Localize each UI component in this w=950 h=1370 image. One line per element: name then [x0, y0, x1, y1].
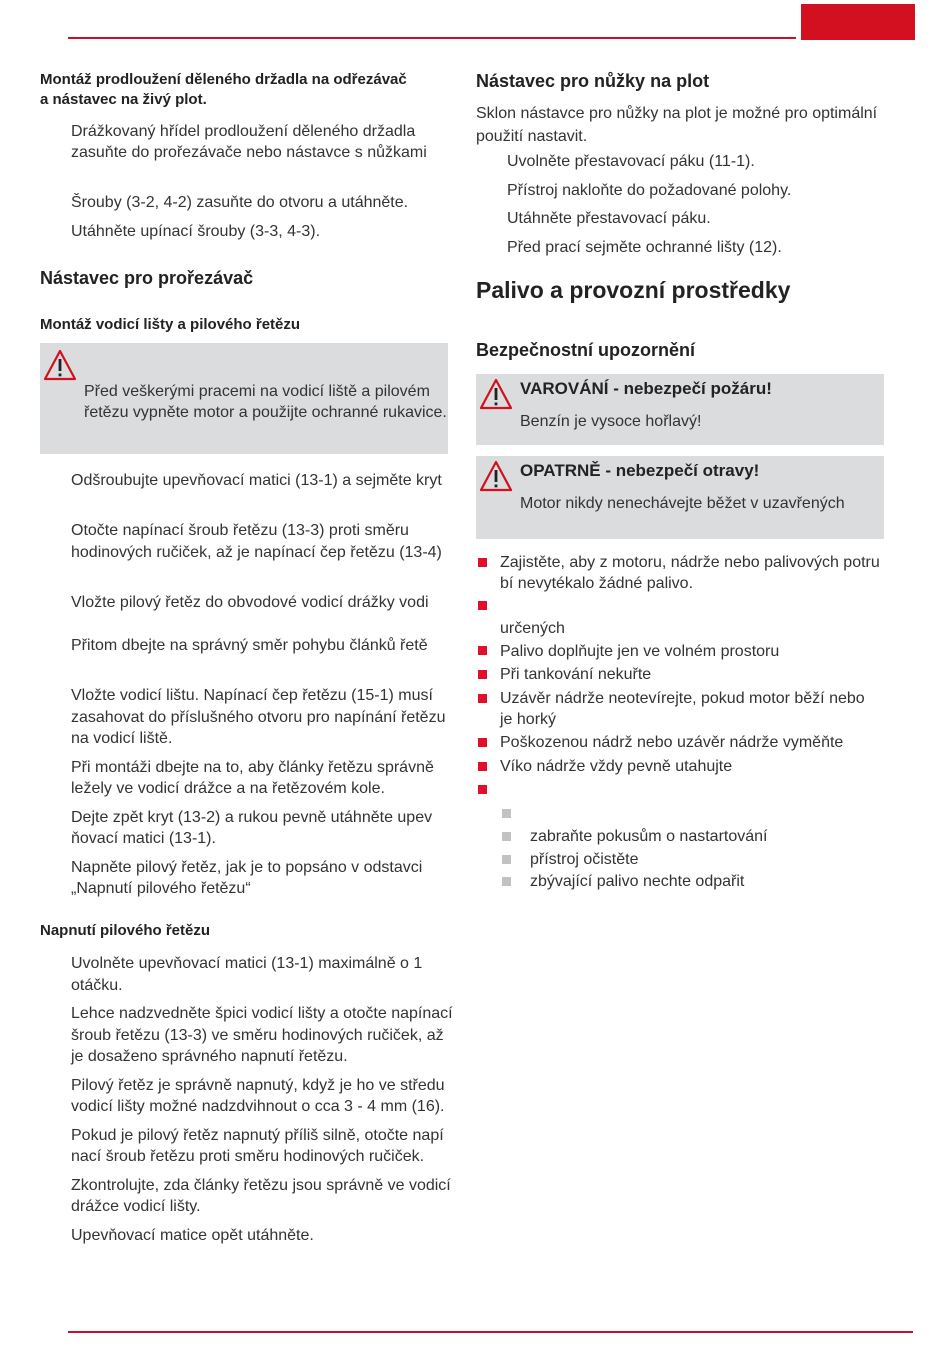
- mount-step: Přitom dbejte na správný směr pohybu článků řetě: [71, 637, 428, 654]
- bullet-square-icon: [478, 558, 487, 567]
- hedge-intro: použití nastavit.: [476, 128, 588, 145]
- mount-step: Vložte vodicí lištu. Napínací čep řetězu (15-1) musí: [71, 687, 433, 704]
- section-title-pruner: Nástavec pro prořezávač: [40, 268, 254, 288]
- list-item: určených: [500, 620, 565, 637]
- caution-text: Motor nikdy nenechávejte běžet v uzavřených: [520, 495, 845, 512]
- sub-bullet-square-icon: [502, 855, 511, 864]
- step-text: Utáhněte upínací šrouby (3-3, 4-3).: [71, 223, 321, 240]
- mount-step: „Napnutí pilového řetězu“: [71, 880, 251, 897]
- hedge-step: Uvolněte přestavovací páku (11-1).: [507, 153, 755, 170]
- mount-step: ňovací matici (13-1).: [71, 830, 216, 847]
- sub-list-item: zbývající palivo nechte odpařit: [530, 873, 745, 890]
- heading-handle-extension: Montáž prodloužení děleného držadla na odřezávač: [40, 71, 407, 88]
- list-item: Poškozenou nádrž nebo uzávěr nádrže vyměňte: [500, 734, 844, 751]
- heading-handle-extension-line2: a nástavec na živý plot.: [40, 91, 207, 108]
- mount-step: Vložte pilový řetěz do obvodové vodicí drážky vodi: [71, 594, 429, 611]
- chapter-title: Palivo a provozní prostředky: [476, 277, 791, 303]
- mount-step: Při montáži dbejte na to, aby články řetězu správně: [71, 759, 434, 776]
- tension-step: šroub řetězu (13-3) ve směru hodinových ručiček, až: [71, 1027, 444, 1044]
- safety-heading: Bezpečnostní upozornění: [476, 340, 696, 360]
- list-item: bí nevytékalo žádné palivo.: [500, 575, 694, 592]
- bullet-square-icon: [478, 646, 487, 655]
- hedge-step: Přístroj nakloňte do požadované polohy.: [507, 182, 792, 199]
- tension-step: Lehce nadzvedněte špici vodicí lišty a otočte napínací: [71, 1005, 453, 1022]
- bullet-square-icon: [478, 694, 487, 703]
- sub-bullet-square-icon: [502, 877, 511, 886]
- mount-step: Dejte zpět kryt (13-2) a rukou pevně utáhněte upev: [71, 809, 433, 826]
- section-title-hedge: Nástavec pro nůžky na plot: [476, 71, 710, 91]
- hedge-step: Před prací sejměte ochranné lišty (12).: [507, 239, 782, 256]
- tension-step: drážce vodicí lišty.: [71, 1198, 201, 1215]
- heading-chain-tension: Napnutí pilového řetězu: [40, 922, 211, 939]
- warning-triangle-icon: [43, 349, 77, 381]
- warning-text: Před veškerými pracemi na vodicí liště a pilovém: [84, 383, 430, 400]
- tension-step: Pilový řetěz je správně napnutý, když je ho ve středu: [71, 1077, 445, 1094]
- mount-step: na vodicí liště.: [71, 730, 173, 747]
- footer-rule: [68, 1331, 913, 1333]
- list-item: Zajistěte, aby z motoru, nádrže nebo palivových potru: [500, 554, 880, 571]
- caution-box-poisoning: [476, 456, 884, 539]
- list-item: Palivo doplňujte jen ve volném prostoru: [500, 643, 780, 660]
- sub-list-item: zabraňte pokusům o nastartování: [530, 828, 768, 845]
- mount-step: zasahovat do příslušného otvoru pro napínání řetězu: [71, 709, 446, 726]
- tension-step: Uvolněte upevňovací matici (13-1) maximálně o 1: [71, 955, 423, 972]
- bullet-square-icon: [478, 738, 487, 747]
- sub-bullet-square-icon: [502, 809, 511, 818]
- step-text: Drážkovaný hřídel prodloužení děleného držadla: [71, 123, 416, 140]
- mount-step: Odšroubujte upevňovací matici (13-1) a sejměte kryt: [71, 472, 442, 489]
- step-text: Šrouby (3-2, 4-2) zasuňte do otvoru a utáhněte.: [71, 194, 409, 211]
- tension-step: je dosaženo správného napnutí řetězu.: [71, 1048, 348, 1065]
- warning-box-gloves: [40, 343, 448, 454]
- tension-step: nací šroub řetězu proti směru hodinových ručiček.: [71, 1148, 425, 1165]
- warning-text: Benzín je vysoce hořlavý!: [520, 413, 702, 430]
- hedge-step: Utáhněte přestavovací páku.: [507, 210, 711, 227]
- list-item: Víko nádrže vždy pevně utahujte: [500, 758, 733, 775]
- step-text: zasuňte do prořezávače nebo nástavce s nůžkami: [71, 144, 427, 161]
- warning-triangle-icon: [479, 460, 513, 492]
- warning-box-fire: [476, 374, 884, 445]
- tension-step: Upevňovací matice opět utáhněte.: [71, 1227, 314, 1244]
- sub-list-item: přístroj očistěte: [530, 851, 639, 868]
- list-item: Při tankování nekuřte: [500, 666, 652, 683]
- header-rule: [68, 37, 796, 39]
- mount-step: Napněte pilový řetěz, jak je to popsáno v odstavci: [71, 859, 423, 876]
- bullet-square-icon: [478, 762, 487, 771]
- hedge-intro: Sklon nástavce pro nůžky na plot je možné pro optimální: [476, 105, 878, 122]
- mount-step: Otočte napínací šroub řetězu (13-3) proti směru: [71, 522, 409, 539]
- caution-title: OPATRNĚ - nebezpečí otravy!: [520, 461, 760, 480]
- tension-step: vodicí lišty možné nadzdvihnout o cca 3 - 4 mm (16).: [71, 1098, 445, 1115]
- tension-step: Pokud je pilový řetěz napnutý příliš silně, otočte napí: [71, 1127, 444, 1144]
- tension-step: otáčku.: [71, 977, 123, 994]
- header-tab: [801, 4, 915, 40]
- bullet-square-icon: [478, 601, 487, 610]
- tension-step: Zkontrolujte, zda články řetězu jsou správně ve vodicí: [71, 1177, 451, 1194]
- heading-mount-bar-chain: Montáž vodicí lišty a pilového řetězu: [40, 316, 301, 333]
- warning-title: VAROVÁNÍ - nebezpečí požáru!: [520, 379, 772, 398]
- mount-step: hodinových ručiček, až je napínací čep řetězu (13-4): [71, 544, 442, 561]
- bullet-square-icon: [478, 670, 487, 679]
- bullet-square-icon: [478, 785, 487, 794]
- warning-text: řetězu vypněte motor a použijte ochranné rukavice.: [84, 404, 447, 421]
- mount-step: ležely ve vodicí drážce a na řetězovém kole.: [71, 780, 385, 797]
- list-item: Uzávěr nádrže neotevírejte, pokud motor běží nebo: [500, 690, 865, 707]
- list-item: je horký: [500, 711, 557, 728]
- sub-bullet-square-icon: [502, 832, 511, 841]
- warning-triangle-icon: [479, 378, 513, 410]
